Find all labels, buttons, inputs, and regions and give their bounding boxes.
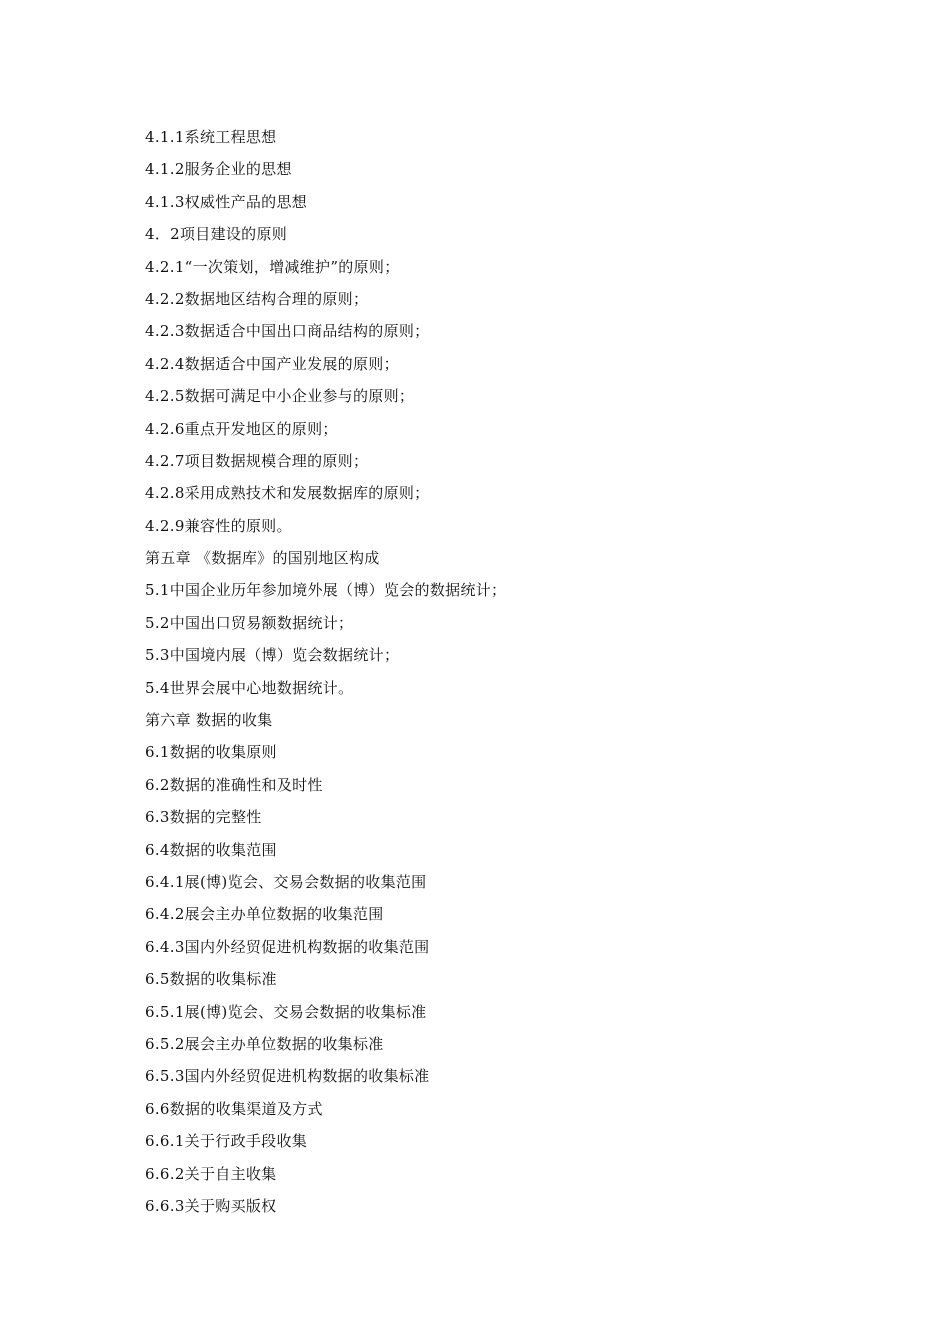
toc-line-6-5: 6.5数据的收集标准 bbox=[145, 970, 277, 989]
toc-line-5-2: 5.2中国出口贸易额数据统计； bbox=[145, 613, 354, 632]
toc-line-4-2-5: 4.2.5数据可满足中小企业参与的原则； bbox=[145, 387, 415, 406]
toc-line-4-2-6: 4.2.6重点开发地区的原则； bbox=[145, 419, 338, 438]
toc-line-6-5-1: 6.5.1展(博)览会、交易会数据的收集标准 bbox=[145, 1002, 427, 1021]
chapter-heading-6: 第六章 数据的收集 bbox=[145, 711, 273, 730]
toc-line-6-6-1: 6.6.1关于行政手段收集 bbox=[145, 1132, 308, 1151]
toc-line-4-2-8: 4.2.8采用成熟技术和发展数据库的原则； bbox=[145, 484, 430, 503]
toc-line-4-1-1: 4.1.1系统工程思想 bbox=[145, 128, 277, 146]
toc-line-5-3: 5.3中国境内展（博）览会数据统计； bbox=[145, 646, 400, 665]
toc-line-4-2-4: 4.2.4数据适合中国产业发展的原则； bbox=[145, 354, 399, 373]
toc-line-4-2-2: 4.2.2数据地区结构合理的原则； bbox=[145, 289, 369, 308]
table-of-contents bbox=[145, 124, 845, 1225]
toc-line-4-1-3: 4.1.3权威性产品的思想 bbox=[145, 192, 308, 211]
toc-line-6-5-2: 6.5.2展会主办单位数据的收集标准 bbox=[145, 1034, 384, 1053]
toc-line-6-3: 6.3数据的完整性 bbox=[145, 808, 262, 827]
toc-line-6-6-2: 6.6.2关于自主收集 bbox=[145, 1164, 277, 1183]
toc-line-6-4-2: 6.4.2展会主办单位数据的收集范围 bbox=[145, 905, 384, 924]
toc-line-6-4-3: 6.4.3国内外经贸促进机构数据的收集范围 bbox=[145, 937, 430, 956]
toc-line-6-4-1: 6.4.1展(博)览会、交易会数据的收集范围 bbox=[145, 872, 427, 891]
toc-line-6-1: 6.1数据的收集原则 bbox=[145, 743, 277, 762]
toc-line-4-2-1: 4.2.1“一次策划，增减维护”的原则； bbox=[145, 257, 400, 276]
toc-line-5-4: 5.4世界会展中心地数据统计。 bbox=[145, 678, 354, 697]
toc-line-4-2-3: 4.2.3数据适合中国出口商品结构的原则； bbox=[145, 322, 430, 341]
toc-line-6-6-3: 6.6.3关于购买版权 bbox=[145, 1196, 277, 1215]
toc-line-4-2-9: 4.2.9兼容性的原则。 bbox=[145, 516, 292, 535]
toc-line-6-6: 6.6数据的收集渠道及方式 bbox=[145, 1099, 323, 1118]
toc-line-4-1-2: 4.1.2服务企业的思想 bbox=[145, 160, 292, 179]
chapter-heading-5: 第五章 《数据库》的国别地区构成 bbox=[145, 549, 380, 568]
toc-line-6-2: 6.2数据的准确性和及时性 bbox=[145, 775, 323, 794]
toc-line-4-2-7: 4.2.7项目数据规模合理的原则； bbox=[145, 451, 369, 470]
toc-line-6-4: 6.4数据的收集范围 bbox=[145, 840, 277, 859]
toc-line-6-5-3: 6.5.3国内外经贸促进机构数据的收集标准 bbox=[145, 1067, 430, 1086]
toc-line-5-1: 5.1中国企业历年参加境外展（博）览会的数据统计； bbox=[145, 581, 507, 600]
toc-line-4-2: 4．2项目建设的原则 bbox=[145, 225, 288, 244]
